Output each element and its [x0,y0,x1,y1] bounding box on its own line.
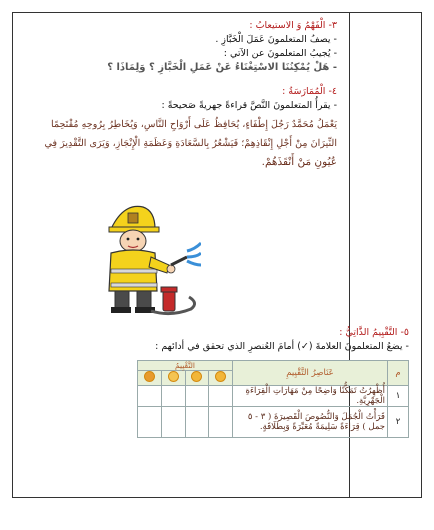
row-number: ١ [388,386,409,407]
rating-cell[interactable] [138,386,162,407]
section-4-title: ٤- الْمُمَارَسَةُ : [282,86,337,97]
section-5 [21,326,409,438]
rating-cell[interactable] [185,386,209,407]
firefighter-illustration [91,199,201,319]
passage-line: عُيُونِ مَنْ أَنْقَذَهُمْ. [261,156,337,168]
rating-face [209,371,233,386]
rating-cell[interactable] [209,386,233,407]
rating-face [161,371,185,386]
rating-face [185,371,209,386]
rating-cell[interactable] [161,407,185,438]
passage-line: يَعْمَلُ مُحَمَّدٌ رَجُلَ إِطْفَاءٍ، يُحَافِظُ عَلَى أَرْوَاحِ النَّاسِ، وَيُخَاطِرُ بِرُوحِهِ مُقْتَحِمًا [51,119,337,130]
neutral-face-icon [168,371,179,382]
col-criteria-header: عَنَاصِرُ التَّقْيِيمِ [233,361,388,386]
rating-cell[interactable] [161,386,185,407]
sad-face-icon [144,371,155,382]
self-assessment-table [137,360,409,438]
rating-cell[interactable] [185,407,209,438]
section-5-title: ٥- التَّقْيِيمُ الذَّاتِيُّ : [339,327,409,338]
section-3-item-1: - يصفُ المتعلمونَ عَمَلَ الْخَبَّازِ . [215,34,337,45]
section-4-item-1: - يقرأُ المتعلمونَ النَّصَّ قراءةً جهريةً صَحيحةً : [161,100,337,111]
row-criterion: قَرَأْتُ الْجُمَلَ وَالنُّصُوصَ الْقَصِيرَةَ ( ٣ - ٥ جمل ) قِرَاءَةً سَلِيمَةً مُعَبِّرَةً وَبِطَلَاقَةٍ. [233,407,388,438]
table-row [138,407,409,438]
smile-face-icon [191,371,202,382]
table-row [138,386,409,407]
col-number-header: م [388,361,409,386]
col-evaluation-header: التَّقْيِيمُ [138,361,233,371]
happy-face-icon [215,371,226,382]
reading-passage [21,115,337,172]
section-3-item-2: - يُجيبُ المتعلمونَ عن الآتي : [223,48,337,59]
row-number: ٢ [388,407,409,438]
rating-cell[interactable] [209,407,233,438]
passage-line: النِّيرَانَ مِنْ أَجْلِ إِنْقَاذِهِمْ؛ فَيَشْعُرُ بِالسَّعَادَةِ وَعَظَمَةِ الْإِنْجَازِ، وَيَرَى التَّقْدِيرَ فِي [44,138,337,149]
page-frame [12,12,422,498]
row-criterion: أُظْهِرُتُ تَمَكُّنًا وَاضِحًا مِنْ مَهَارَاتِ الْقِرَاءَةِ الْجَهْرِيَّةِ. [233,386,388,407]
section-3-title: ٣- الْفَهْمُ وَ الاستيعابُ : [249,20,337,31]
rating-cell[interactable] [138,407,162,438]
section-5-item-1: - يضعُ المتعلمونَ العلامةَ (✓) أمامَ العُنصرِ الذي تحقق في أدائهم : [155,341,409,352]
section-3-question: - هَلْ يُمْكِنُنَا الاسْتِغْنَاءُ عَنْ عَمَلِ الْخَبَّازِ ؟ وَلِمَاذَا ؟ [107,62,337,73]
rating-face [138,371,162,386]
